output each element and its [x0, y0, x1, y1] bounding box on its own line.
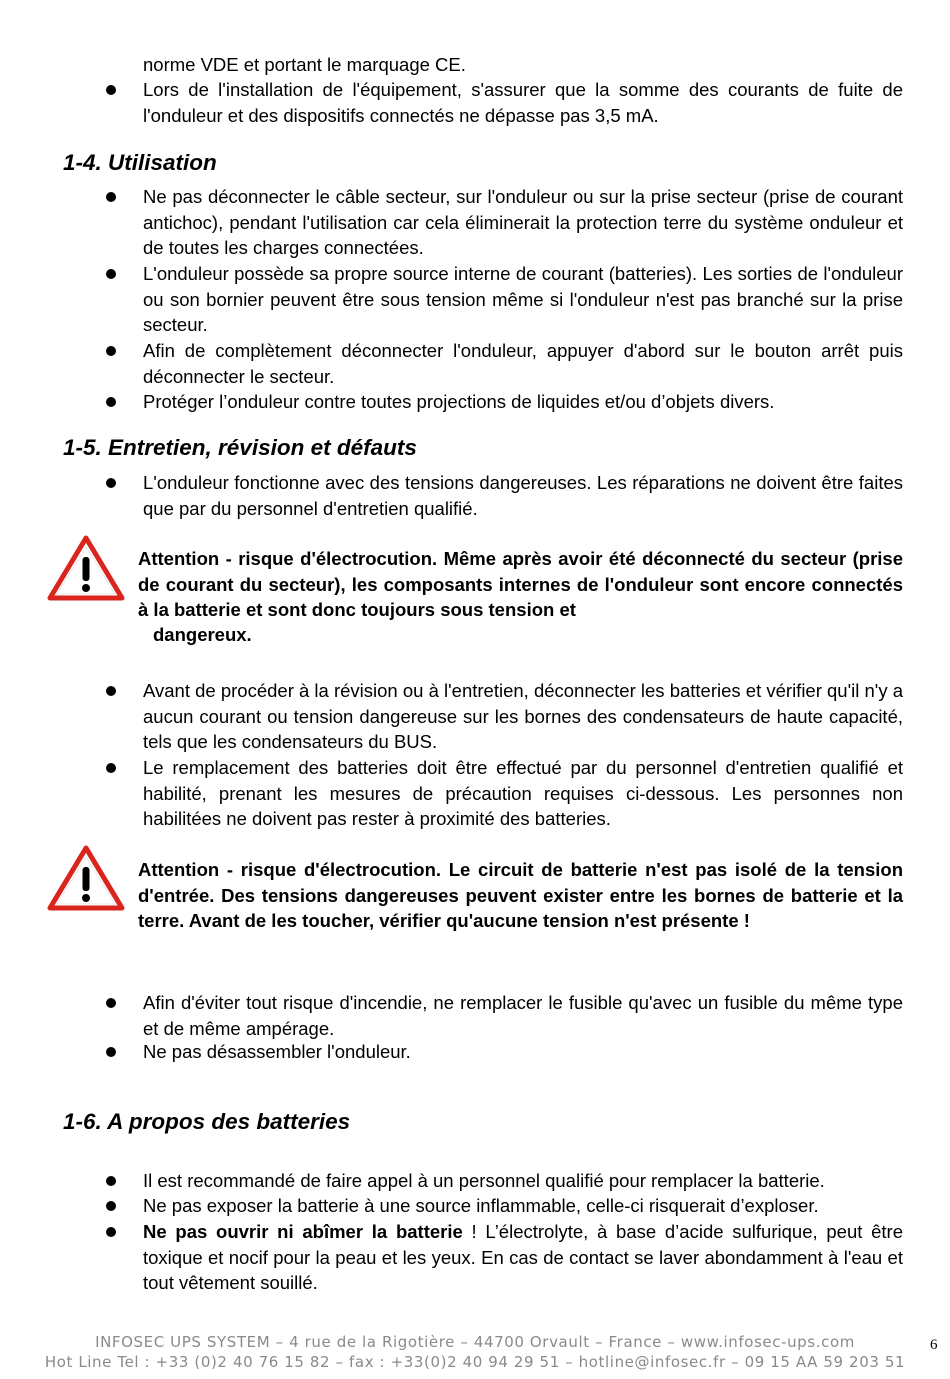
bullet-icon [106, 1227, 116, 1237]
list-item: Ne pas exposer la batterie à une source inflammable, celle-ci risquerait d’exploser. [143, 1195, 819, 1216]
bullet-icon [106, 998, 116, 1008]
list-item: Il est recommandé de faire appel à un personnel qualifié pour remplacer la batterie. [143, 1170, 825, 1191]
bold-warning: Ne pas ouvrir ni abîmer la batterie [143, 1221, 463, 1242]
list-item [143, 1219, 903, 1296]
bullet-icon [106, 763, 116, 773]
bullet-icon [106, 192, 116, 202]
intro-bullet-text: Lors de l'installation de l'équipement, s'assurer que la somme des courants de fuite de l'onduleur et des dispositifs connectés ne dépasse pas 3,5 mA. [143, 79, 903, 126]
warning-triangle-icon [47, 845, 125, 911]
bullet-icon [106, 1201, 116, 1211]
list-item-rest: ! L’électrolyte, à base d’acide sulfurique, peut être toxique et nocif pour la peau et les yeux. En cas de contact se laver abondamment à l'eau et tout vêtement souillé. [143, 1221, 903, 1293]
list-item: L'onduleur fonctionne avec des tensions dangereuses. Les réparations ne doivent être faites que par du personnel d'entretien qualifié. [143, 472, 903, 519]
footer-address: INFOSEC UPS SYSTEM – 4 rue de la Rigotière – 44700 Orvault – France – www.infosec-ups.com [95, 1333, 855, 1351]
section-heading-utilisation: 1-4. Utilisation [63, 150, 217, 175]
intro-line: norme VDE et portant le marquage CE. [143, 54, 466, 75]
bullet-icon [106, 397, 116, 407]
list-item: Afin d'éviter tout risque d'incendie, ne remplacer le fusible qu'avec un fusible du même type et de même ampérage. [143, 992, 903, 1039]
warning-text-end: dangereux. [153, 624, 252, 645]
list-item: L'onduleur possède sa propre source interne de courant (batteries). Les sorties de l'onduleur ou son bornier peuvent être sous tension même si l'onduleur n'est pas branché sur la prise secteur. [143, 263, 903, 335]
list-item: Ne pas déconnecter le câble secteur, sur l'onduleur ou sur la prise secteur (prise de courant antichoc), pendant l'utilisation car cela éliminerait la protection terre du système onduleur et de toutes les charges connectées. [143, 186, 903, 258]
list-item: Avant de procéder à la révision ou à l'entretien, déconnecter les batteries et vérifier qu'il n'y a aucun courant ou tension dangereuse sur les bornes des condensateurs de haute capacité, tels que les condensateurs du BUS. [143, 680, 903, 752]
warning-text: Attention - risque d'électrocution. Le circuit de batterie n'est pas isolé de la tension d'entrée. Des tensions dangereuses peuvent exister entre les bornes de batterie et la terre. Avant de les toucher, vérifier qu'aucune tension n'est présente ! [138, 859, 903, 931]
bullet-icon [106, 1176, 116, 1186]
bullet-icon [106, 85, 116, 95]
list-item: Afin de complètement déconnecter l'onduleur, appuyer d'abord sur le bouton arrêt puis déconnecter le secteur. [143, 340, 903, 387]
warning-triangle-icon [47, 535, 125, 601]
page-number: 6 [930, 1337, 938, 1353]
bullet-icon [106, 1047, 116, 1057]
bullet-icon [106, 346, 116, 356]
warning-text: Attention - risque d'électrocution. Même après avoir été déconnecté du secteur (prise de courant du secteur), les composants internes de l'onduleur sont encore connectés à la batterie et sont donc toujours sous tension et [138, 548, 903, 620]
bullet-icon [106, 269, 116, 279]
list-item: Ne pas désassembler l'onduleur. [143, 1041, 411, 1062]
section-heading-entretien: 1-5. Entretien, révision et défauts [63, 435, 417, 460]
bullet-icon [106, 686, 116, 696]
list-item: Protéger l’onduleur contre toutes projections de liquides et/ou d’objets divers. [143, 391, 775, 412]
footer-contact: Hot Line Tel : +33 (0)2 40 76 15 82 – fax : +33(0)2 40 94 29 51 – hotline@infosec.fr – 09 15 AA 59 203 51 [44, 1353, 906, 1371]
bullet-icon [106, 478, 116, 488]
list-item: Le remplacement des batteries doit être effectué par du personnel d'entretien qualifié et habilité, prenant les mesures de précaution requises ci-dessous. Les personnes non habilitées ne doivent pas rester à proximité des batteries. [143, 757, 903, 829]
section-heading-batteries: 1-6. A propos des batteries [63, 1109, 351, 1134]
